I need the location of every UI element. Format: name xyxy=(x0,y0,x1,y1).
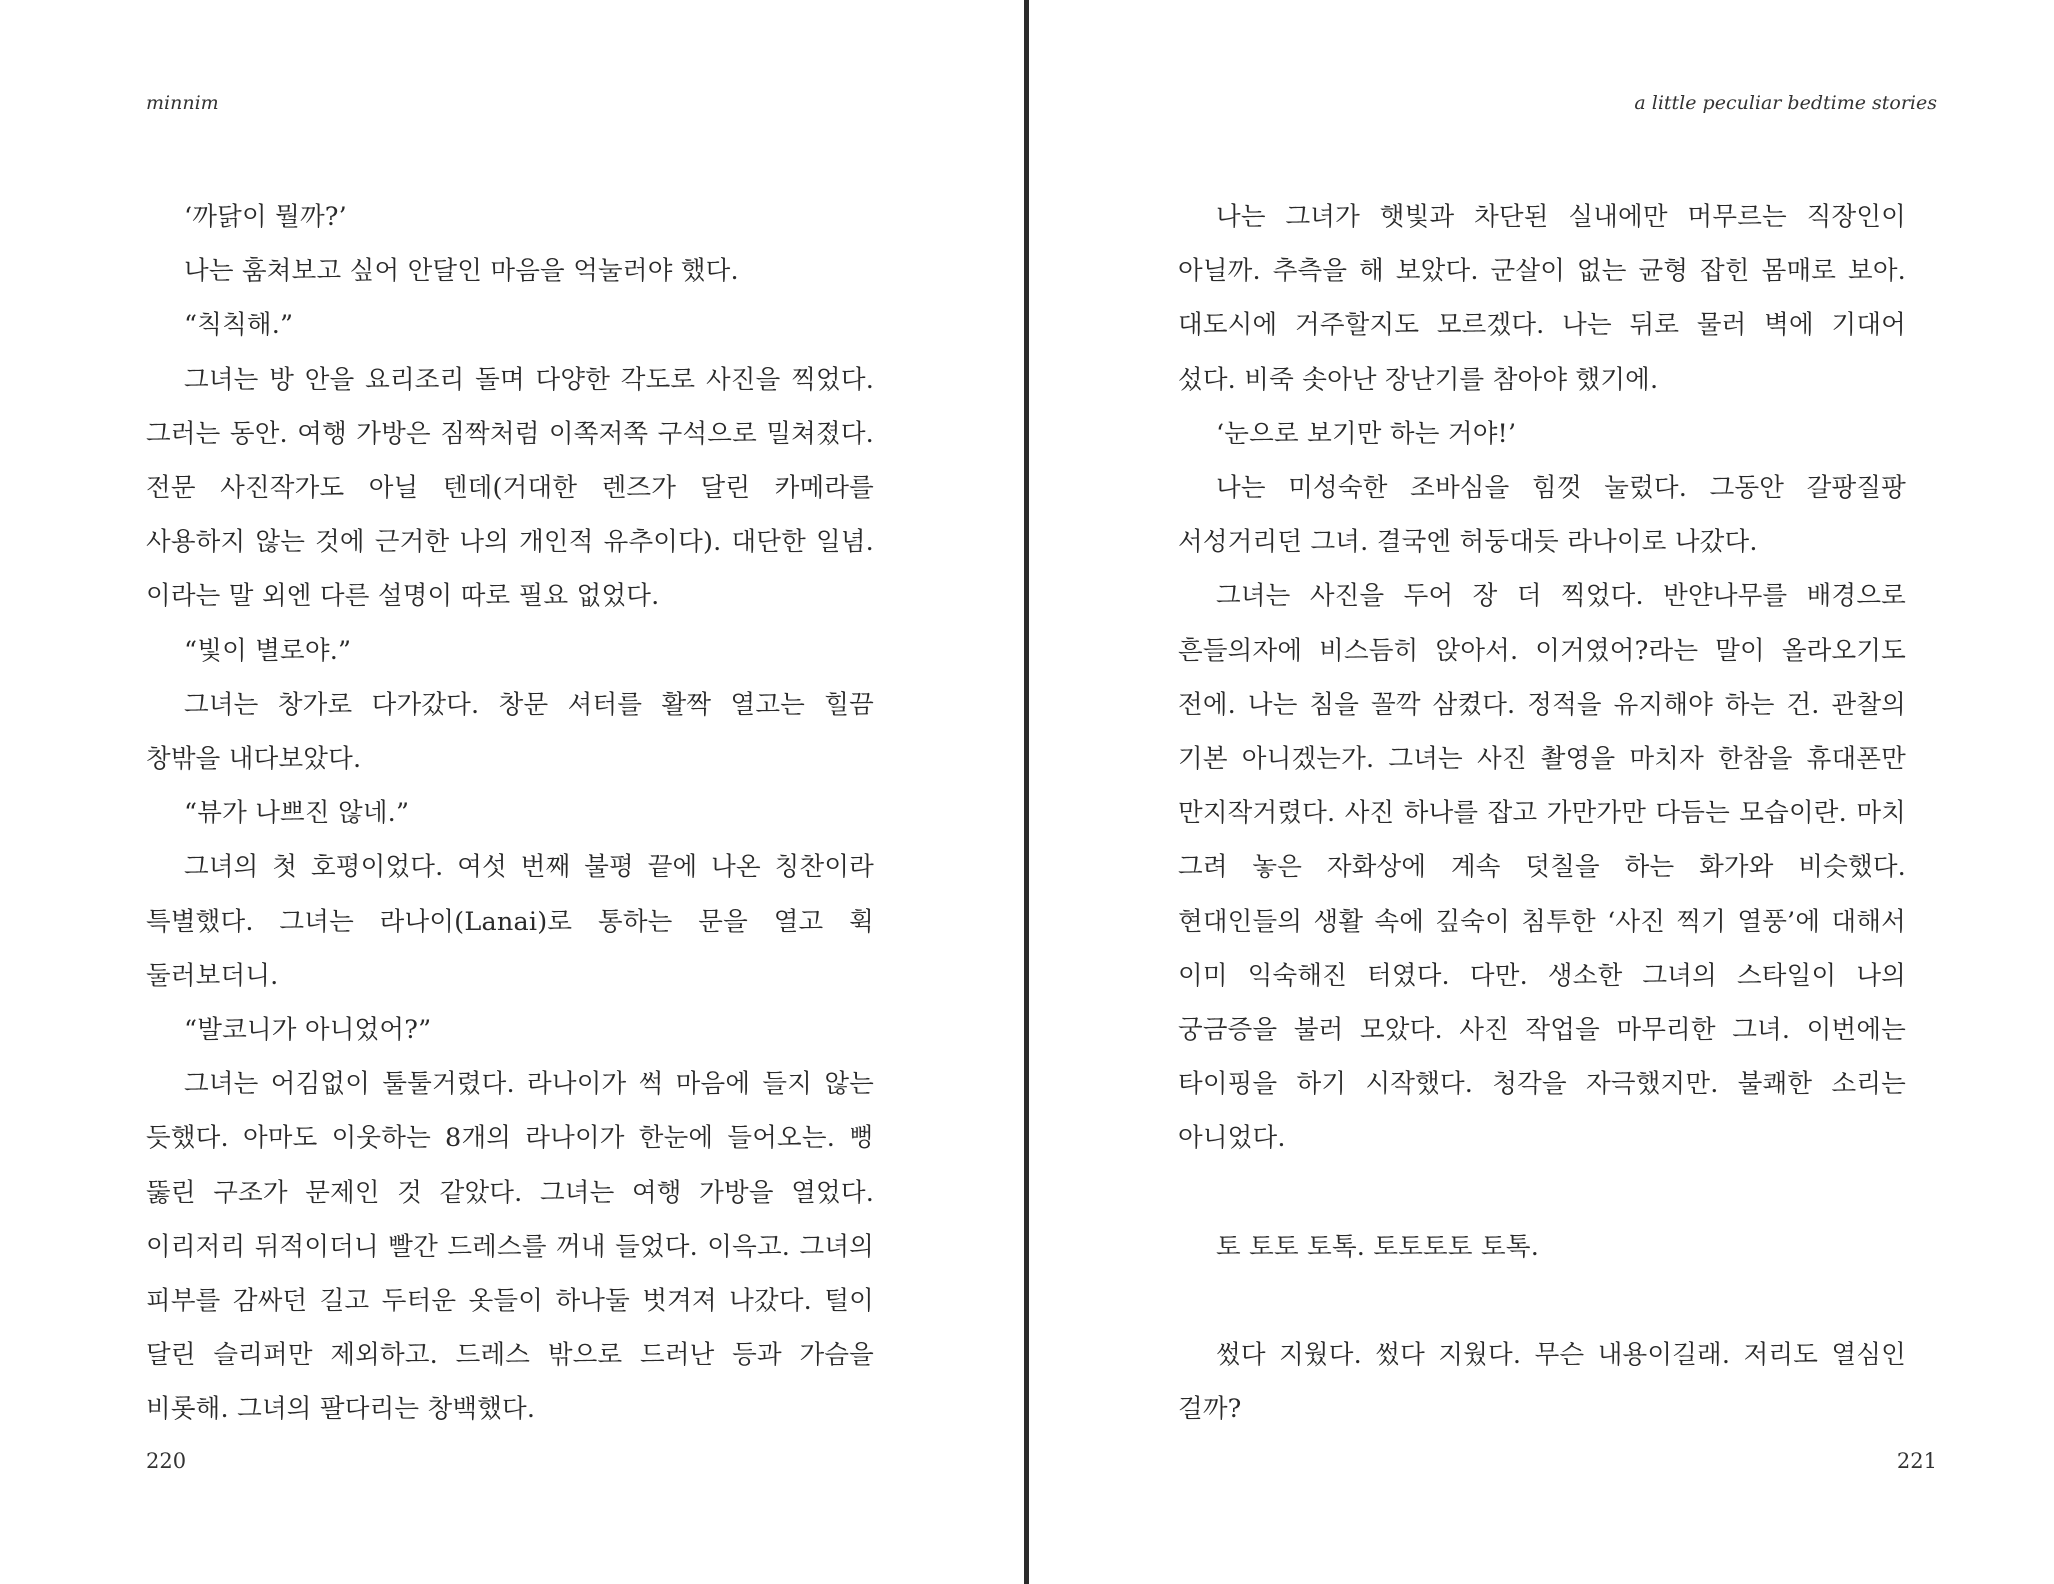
paragraph: 나는 그녀가 햇빛과 차단된 실내에만 머무르는 직장인이 아닐까. 추측을 해 보았다. 군살이 없는 균형 잡힌 몸매로 보아. 대도시에 거주할지도 모르겠다. 나는 뒤로 물러 벽에 기대어 섰다. 비죽 솟아난 장난기를 참아야 했기에. xyxy=(1178,202,1906,395)
paragraph: 그녀의 첫 호평이었다. 여섯 번째 불평 끝에 나온 칭찬이라 특별했다. 그녀는 라나이(Lanai)로 통하는 문을 열고 휙 둘러보더니. xyxy=(146,852,874,991)
running-head-book-title: a little peculiar bedtime stories xyxy=(1634,92,1937,114)
paragraph: “발코니가 아니었어?” xyxy=(184,1015,432,1046)
paragraph: 그녀는 창가로 다가갔다. 창문 셔터를 활짝 열고는 힐끔 창밖을 내다보았다. xyxy=(146,689,874,775)
page-number: 220 xyxy=(146,1449,187,1473)
page-gutter-divider xyxy=(1024,0,1029,1584)
paragraph: “뷰가 나쁘진 않네.” xyxy=(184,798,410,829)
paragraph: 그녀는 사진을 두어 장 더 찍었다. 반얀나무를 배경으로 흔들의자에 비스듬히 앉아서. 이거였어?라는 말이 올라오기도 전에. 나는 침을 꼴깍 삼켰다. 정적을 유지해야 하는 건. 관찰의 기본 아니겠는가. 그녀는 사진 촬영을 마치자 한참을 휴대폰만 만지작거렸다. 사진 하나를 잡고 가만가만 다듬는 모습이란. 마치 그려 놓은 자화상에 계속 덧칠을 하는 화가와 비슷했다. 현대인들의 생활 속에 깊숙이 침투한 ‘사진 찍기 열풍’에 대해서 이미 익숙해진 터였다. 다만. 생소한 그녀의 스타일이 나의 궁금증을 불러 모았다. 사진 작업을 마무리한 그녀. 이번에는 타이핑을 하기 시작했다. 청각을 자극했지만. 불쾌한 소리는 아니었다. xyxy=(1178,581,1906,1154)
paragraph: 나는 훔쳐보고 싶어 안달인 마음을 억눌러야 했다. xyxy=(184,256,739,287)
paragraph: 토 토토 토톡. 토토토토 토톡. xyxy=(1216,1231,1539,1262)
paragraph: 그녀는 어김없이 툴툴거렸다. 라나이가 썩 마음에 들지 않는 듯했다. 아마도 이웃하는 8개의 라나이가 한눈에 들어오는. 뻥 뚫린 구조가 문제인 것 같았다. 그녀는 여행 가방을 열었다. 이리저리 뒤적이더니 빨간 드레스를 꺼내 들었다. 이윽고. 그녀의 피부를 감싸던 길고 두터운 옷들이 하나둘 벗겨져 나갔다. 털이 달린 슬리퍼만 제외하고. 드레스 밖으로 드러난 등과 가슴을 비롯해. 그녀의 팔다리는 창백했다. xyxy=(146,1069,874,1425)
paragraph: ‘까닭이 뭘까?’ xyxy=(184,202,347,232)
paragraph: 나는 미성숙한 조바심을 힘껏 눌렀다. 그동안 갈팡질팡 서성거리던 그녀. 결국엔 허둥대듯 라나이로 나갔다. xyxy=(1178,473,1906,558)
paragraph: ‘눈으로 보기만 하는 거야!’ xyxy=(1216,418,1517,449)
paragraph: 썼다 지웠다. 썼다 지웠다. 무슨 내용이길래. 저리도 열심인 걸까? xyxy=(1178,1340,1906,1425)
blank-line xyxy=(1178,1166,1906,1220)
left-page-body xyxy=(146,190,874,1437)
paragraph: “빛이 별로야.” xyxy=(184,635,352,666)
right-page xyxy=(1030,0,2054,1584)
paragraph: “칙칙해.” xyxy=(184,310,294,341)
left-page xyxy=(0,0,1024,1584)
paragraph: 그녀는 방 안을 요리조리 돌며 다양한 각도로 사진을 찍었다. 그러는 동안. 여행 가방은 짐짝처럼 이쪽저쪽 구석으로 밀쳐졌다. 전문 사진작가도 아닐 텐데(거대한 렌즈가 달린 카메라를 사용하지 않는 것에 근거한 나의 개인적 유추이다). 대단한 일념.이라는 말 외엔 다른 설명이 따로 필요 없었다. xyxy=(146,364,874,612)
right-page-body xyxy=(1178,190,1906,1437)
blank-line xyxy=(1178,1274,1906,1328)
page-number: 221 xyxy=(1896,1449,1937,1473)
running-head-author: minnim xyxy=(146,92,219,114)
